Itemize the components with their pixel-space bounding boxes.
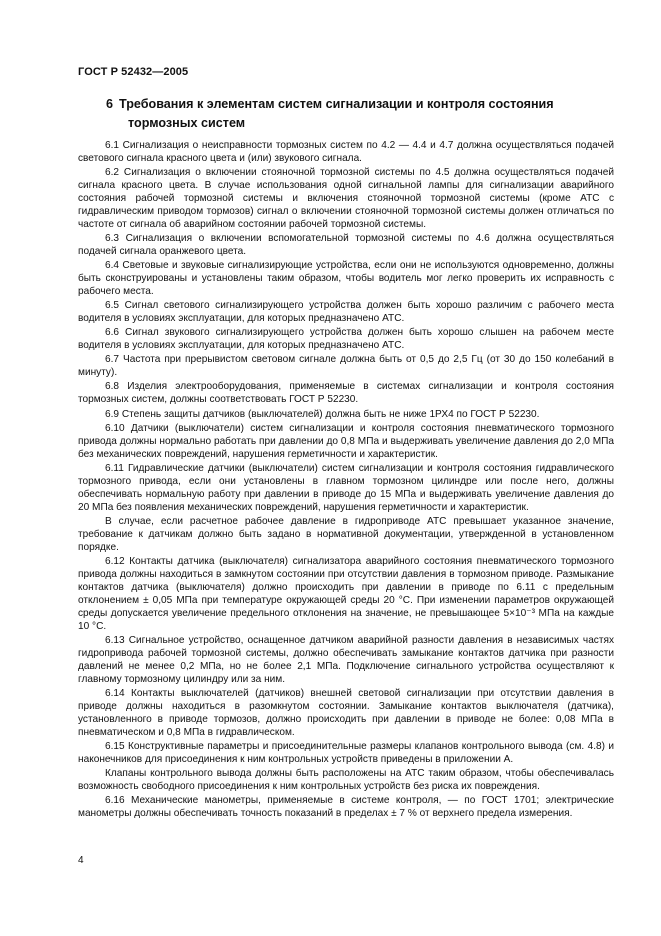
section-title-line-1: Требования к элементам систем сигнализации и контроля состояния xyxy=(119,97,554,111)
paragraph-6-15-note: Клапаны контрольного вывода должны быть расположены на АТС таким образом, чтобы обеспечивалась возможность свободного присоединения к ним контрольных устройств без риска их повреждения. xyxy=(78,767,614,792)
paragraph-6-3: 6.3 Сигнализация о включении вспомогательной тормозной системы по 4.6 должна осуществляться подачей сигнала оранжевого цвета. xyxy=(78,233,614,257)
page-number: 4 xyxy=(78,855,84,866)
paragraph-6-12: 6.12 Контакты датчика (выключателя) сигнализатора аварийного состояния пневматического тормозного привода должны находиться в замкнутом состоянии при отсутствии давления в тормозном приводе. Размыкание контактов датчика (выключателя) должно происходить при давлении в приводе по 6.11 с предельным отклонением ± 0,05 МПа при температуре окружающей среды 20 °С. При изменении параметров окружающей среды допускается увеличение предельного отклонения на значение, не превышающее 5×10⁻³ МПа на каждые 10 °С. xyxy=(78,555,614,632)
paragraph-6-13: 6.13 Сигнальное устройство, оснащенное датчиком аварийной разности давления в независимых частях гидропривода рабочей тормозной системы, должно обеспечивать замыкание контактов датчика при разности давлений не менее 0,2 МПа, но не более 2,1 МПа. Подключение сигнального устройства осуществляют к главному тормозному цилиндру или за ним. xyxy=(78,634,614,685)
paragraph-6-16: 6.16 Механические манометры, применяемые в системе контроля, — по ГОСТ 1701; электрические манометры должны обеспечивать точность показаний в пределах ± 7 % от верхнего предела измерения. xyxy=(78,794,614,819)
section-title xyxy=(106,95,606,133)
paragraph-6-15: 6.15 Конструктивные параметры и присоединительные размеры клапанов контрольного вывода (см. 4.8) и наконечников для присоединения к ним контрольных устройств приведены в приложении А. xyxy=(78,740,614,765)
paragraph-6-11: 6.11 Гидравлические датчики (выключатели) систем сигнализации и контроля состояния гидравлического тормозного привода, если они установлены в главном тормозном цилиндре или после него, должны обеспечивать нормальную работу при давлении в приводе до 15 МПа и выдерживать увеличение давления до 20 МПа без появления механических повреждений, нарушения герметичности и характеристик. xyxy=(78,462,614,513)
paragraph-6-2: 6.2 Сигнализация о включении стояночной тормозной системы по 4.5 должна осуществляться подачей сигнала красного цвета. В случае использования одной сигнальной лампы для сигнализации аварийного состояния рабочей тормозной системы и включения стояночной тормозной системы (кроме АТС с гидравлическим приводом тормозов) сигнал о включении стояночной тормозной системы должен отличаться по частоте от сигнала об аварийном состоянии рабочей тормозной системы. xyxy=(78,167,614,230)
section-title-line-2: тормозных систем xyxy=(128,116,246,130)
paragraph-6-10: 6.10 Датчики (выключатели) систем сигнализации и контроля состояния пневматического тормозного привода должны нормально работать при давлении до 0,8 МПа и выдерживать увеличение давления до 2,0 МПа без механических повреждений, нарушения герметичности и характеристик. xyxy=(78,422,614,460)
paragraph-6-9: 6.9 Степень защиты датчиков (выключателей) должна быть не ниже 1РХ4 по ГОСТ Р 52230. xyxy=(105,408,540,420)
paragraph-6-4: 6.4 Световые и звуковые сигнализирующие устройства, если они не используются одновременно, должны быть сконструированы и установлены таким образом, чтобы водитель мог легко проверить их исправность с рабочего места. xyxy=(78,260,614,298)
paragraph-6-8: 6.8 Изделия электрооборудования, применяемые в системах сигнализации и контроля состояния тормозных систем, должны соответствовать ГОСТ Р 52230. xyxy=(78,381,614,406)
section-body xyxy=(78,140,614,822)
paragraph-6-7: 6.7 Частота при прерывистом световом сигнале должна быть от 0,5 до 2,5 Гц (от 30 до 150 колебаний в минуту). xyxy=(78,354,614,379)
document-code: ГОСТ Р 52432—2005 xyxy=(78,66,189,78)
paragraph-6-11-note: В случае, если расчетное рабочее давление в гидроприводе АТС превышает указанное значение, требование к датчикам должно быть задано в нормативной документации, утвержденной в установленном порядке. xyxy=(78,515,614,553)
paragraph-6-1: 6.1 Сигнализация о неисправности тормозных систем по 4.2 — 4.4 и 4.7 должна осуществляться подачей светового сигнала красного цвета и (или) звукового сигнала. xyxy=(78,140,614,164)
paragraph-6-14: 6.14 Контакты выключателей (датчиков) внешней световой сигнализации при отсутствии давления в приводе должны находиться в разомкнутом состоянии. Замыкание контактов выключателя (датчика), установленного в приводе тормозов, должно происходить при давлении в приводе не более: 0,08 МПа в пневматическом и 0,8 МПа в гидравлическом. xyxy=(78,687,614,738)
paragraph-6-5: 6.5 Сигнал светового сигнализирующего устройства должен быть хорошо различим с рабочего места водителя в условиях эксплуатации, для которых предназначено АТС. xyxy=(78,300,614,325)
section-number: 6 xyxy=(106,97,114,111)
paragraph-6-6: 6.6 Сигнал звукового сигнализирующего устройства должен быть хорошо слышен на рабочем месте водителя в условиях эксплуатации, для которых предназначено АТС. xyxy=(78,327,614,352)
